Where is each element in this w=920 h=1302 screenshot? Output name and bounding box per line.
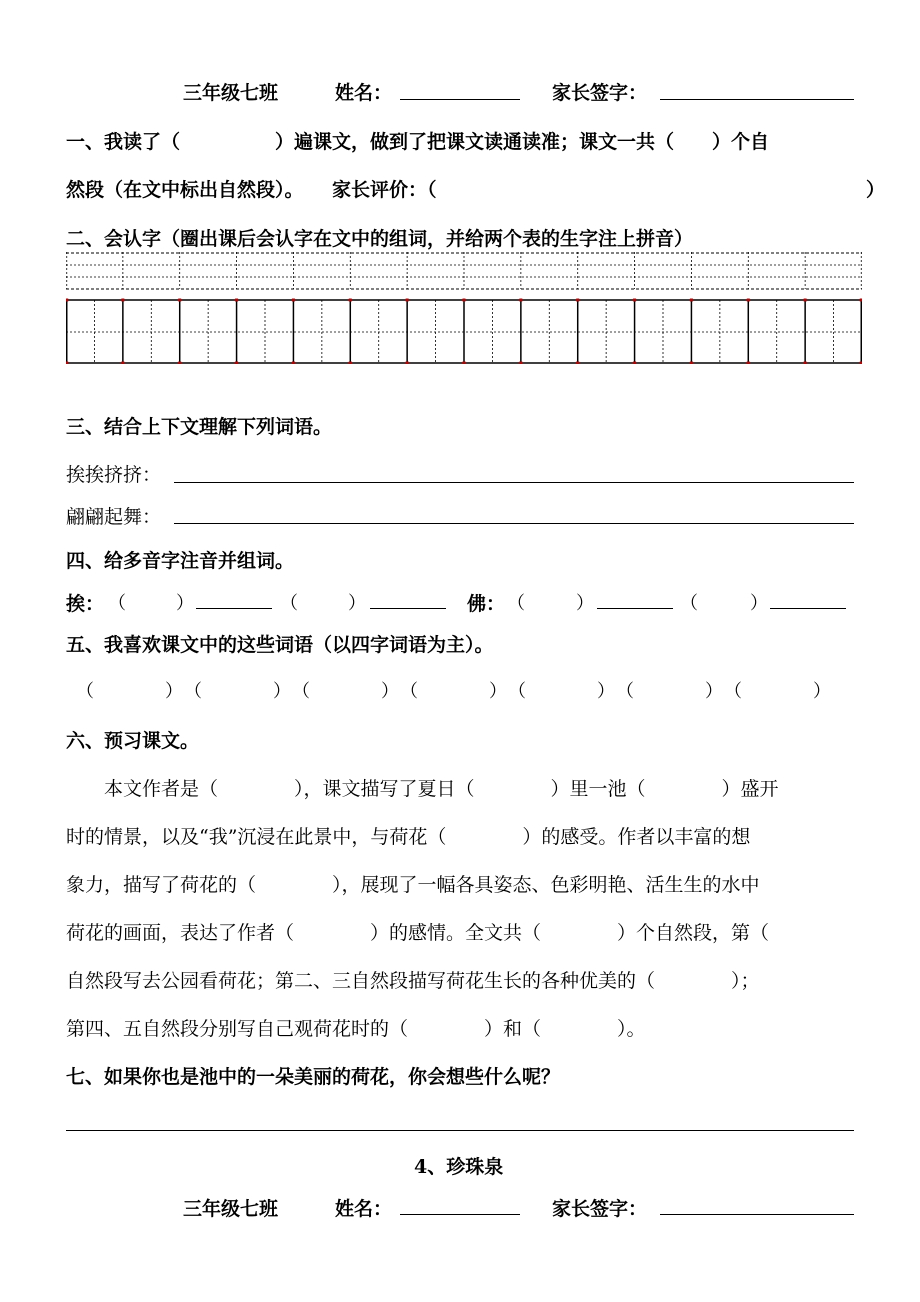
char1-label: 挨： — [66, 593, 105, 615]
word1-label: 挨挨挤挤： — [66, 464, 162, 486]
paren-open: （ — [76, 681, 94, 702]
word1-answer-line[interactable] — [174, 482, 854, 483]
paren-close: ） — [176, 593, 194, 614]
grid-corner-mark — [747, 299, 750, 302]
paren-close: ） — [381, 681, 399, 702]
q6-paragraph-line: 时的情景，以及“我”沉浸在此景中，与荷花（ ）的感受。作者以丰富的想 — [66, 826, 751, 848]
grid-corner-mark — [292, 299, 295, 302]
grid-corner-mark — [804, 299, 807, 302]
paren-open: （ — [507, 593, 525, 614]
q1-line2: 然段（在文中标出自然段）。 家长评价：（ — [66, 179, 437, 201]
grid-corner-mark — [349, 362, 352, 365]
paren-close: ） — [576, 593, 594, 614]
char2-word2-blank[interactable] — [770, 608, 846, 609]
grid-corner-mark — [406, 299, 409, 302]
q7-answer-line[interactable] — [66, 1130, 854, 1131]
paren-open: （ — [292, 681, 310, 702]
char1-word1-blank[interactable] — [196, 608, 272, 609]
paren-open: （ — [280, 593, 298, 614]
grid-corner-mark — [178, 362, 181, 365]
grid-corner-mark — [519, 362, 522, 365]
paren-open: （ — [680, 593, 698, 614]
class-label: 三年级七班 — [183, 82, 279, 104]
paren-close: ） — [489, 681, 507, 702]
q4-title: 四、给多音字注音并组词。 — [66, 550, 295, 572]
name-field[interactable] — [400, 1214, 520, 1215]
parent-sign-field[interactable] — [660, 99, 854, 100]
grid-corner-mark — [66, 299, 68, 302]
paren-open: （ — [508, 681, 526, 702]
grid-corner-mark — [519, 299, 522, 302]
q1-close-paren: ） — [866, 179, 886, 201]
char1-word2-blank[interactable] — [370, 608, 446, 609]
grid-corner-mark — [576, 362, 579, 365]
grid-corner-mark — [860, 299, 862, 302]
q1-line1: 一、我读了（ ）遍课文，做到了把课文读通读准；课文一共（ ）个自 — [66, 131, 770, 153]
q5-title: 五、我喜欢课文中的这些词语（以四字词语为主）。 — [66, 634, 494, 656]
q6-paragraph-line: 荷花的画面，表达了作者（ ）的感情。全文共（ ）个自然段，第（ — [66, 922, 770, 944]
grid-corner-mark — [804, 362, 807, 365]
paren-open: （ — [400, 681, 418, 702]
grid-corner-mark — [860, 362, 862, 365]
paren-open: （ — [108, 593, 126, 614]
grid-corner-mark — [121, 299, 124, 302]
pinyin-writing-grid[interactable] — [66, 252, 862, 364]
next-lesson-title: 4、珍珠泉 — [414, 1156, 504, 1178]
grid-corner-mark — [690, 299, 693, 302]
q7-title: 七、如果你也是池中的一朵美丽的荷花，你会想些什么呢？ — [66, 1066, 561, 1088]
grid-corner-mark — [178, 299, 181, 302]
char2-label: 佛： — [467, 593, 506, 615]
grid-corner-mark — [235, 299, 238, 302]
word2-label: 翩翩起舞： — [66, 506, 162, 528]
q6-title: 六、预习课文。 — [66, 730, 200, 752]
grid-corner-mark — [121, 362, 124, 365]
q2-title: 二、会认字（圈出课后会认字在文中的组词，并给两个表的生字注上拼音） — [66, 228, 694, 250]
grid-corner-mark — [633, 362, 636, 365]
class-label: 三年级七班 — [183, 1198, 279, 1220]
paren-close: ） — [705, 681, 723, 702]
grid-corner-mark — [292, 362, 295, 365]
paren-open: （ — [724, 681, 742, 702]
parent-sign-field[interactable] — [660, 1214, 854, 1215]
grid-corner-mark — [576, 299, 579, 302]
parent-sign-label: 家长签字： — [552, 1198, 648, 1220]
grid-corner-mark — [66, 362, 68, 365]
q6-paragraph-line: 自然段写去公园看荷花；第二、三自然段描写荷花生长的各种优美的（ ）； — [66, 970, 760, 992]
char2-word1-blank[interactable] — [597, 608, 673, 609]
paren-close: ） — [813, 681, 831, 702]
grid-corner-mark — [235, 362, 238, 365]
grid-corner-mark — [633, 299, 636, 302]
paren-close: ） — [750, 593, 768, 614]
header-row — [183, 78, 278, 105]
q6-paragraph-line: 本文作者是（ ），课文描写了夏日（ ）里一池（ ）盛开 — [66, 778, 779, 800]
grid-corner-mark — [349, 299, 352, 302]
q6-paragraph-line: 第四、五自然段分别写自己观荷花时的（ ）和（ ）。 — [66, 1018, 646, 1040]
paren-close: ） — [348, 593, 366, 614]
paren-close: ） — [165, 681, 183, 702]
name-label: 姓名： — [335, 1198, 393, 1220]
grid-corner-mark — [463, 362, 466, 365]
grid-corner-mark — [406, 362, 409, 365]
paren-open: （ — [616, 681, 634, 702]
name-label: 姓名： — [335, 82, 393, 104]
paren-close: ） — [597, 681, 615, 702]
paren-close: ） — [273, 681, 291, 702]
name-field[interactable] — [400, 99, 520, 100]
word2-answer-line[interactable] — [174, 523, 854, 524]
grid-corner-mark — [463, 299, 466, 302]
q6-paragraph-line: 象力，描写了荷花的（ ），展现了一幅各具姿态、色彩明艳、活生生的水中 — [66, 874, 760, 896]
grid-corner-mark — [690, 362, 693, 365]
parent-sign-label: 家长签字： — [552, 82, 648, 104]
grid-corner-mark — [747, 362, 750, 365]
paren-open: （ — [184, 681, 202, 702]
q3-title: 三、结合上下文理解下列词语。 — [66, 416, 333, 438]
